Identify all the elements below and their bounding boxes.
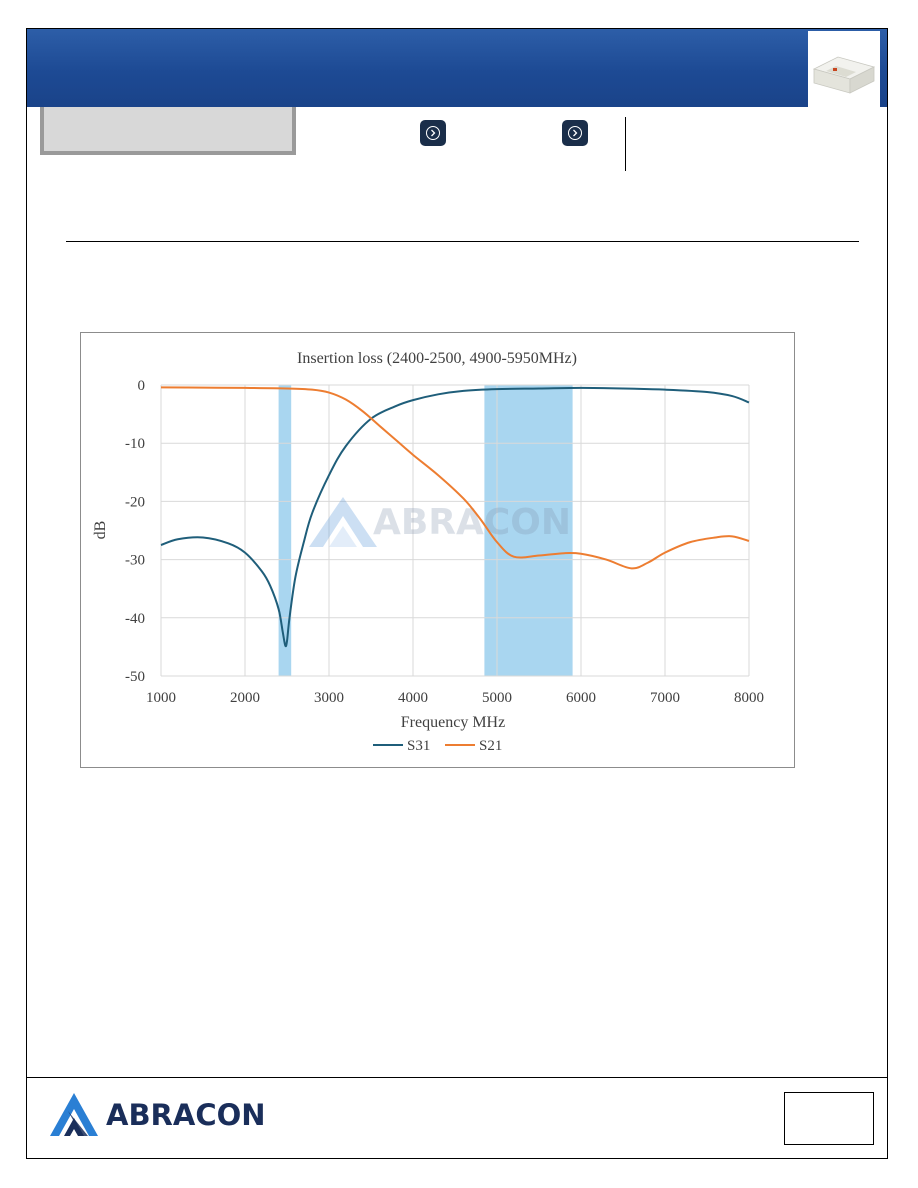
x-tick-label: 8000: [734, 690, 764, 706]
y-tick-label: -10: [125, 436, 145, 453]
chart-watermark: [309, 497, 571, 547]
x-tick-label: 3000: [314, 690, 344, 706]
legend-label-s21: S21: [479, 738, 503, 754]
footer-logo: [48, 1091, 278, 1139]
chart-title: Insertion loss (2400-2500, 4900-5950MHz): [297, 350, 577, 367]
header-divider: [625, 117, 626, 171]
chart-legend: [373, 738, 502, 754]
section-tab[interactable]: [40, 107, 296, 155]
product-image: [808, 31, 880, 107]
header-band: [27, 29, 887, 107]
abracon-logo-icon: [50, 1093, 98, 1136]
x-tick-label: 2000: [230, 690, 260, 706]
y-axis-label: dB: [92, 520, 109, 540]
chevron-right-circle-icon: [426, 126, 440, 140]
y-tick-label: -40: [125, 610, 145, 627]
y-tick-label: -30: [125, 552, 145, 569]
y-tick-label: 0: [137, 378, 145, 394]
x-tick-label: 7000: [650, 690, 680, 706]
x-tick-label: 6000: [566, 690, 596, 706]
y-tick-label: -50: [125, 669, 145, 685]
x-tick-label: 4000: [398, 690, 428, 706]
page-number-box: [784, 1092, 874, 1145]
nav-button-2[interactable]: [562, 120, 588, 146]
smd-component-icon: [808, 31, 880, 107]
nav-button-1[interactable]: [420, 120, 446, 146]
x-tick-label: 5000: [482, 690, 512, 706]
x-tick-label: 1000: [146, 690, 176, 706]
section-rule: [66, 241, 859, 242]
insertion-loss-chart: [81, 333, 794, 767]
brand-logo-text: ABRACON: [106, 1098, 266, 1132]
svg-text:ABRACON: ABRACON: [373, 502, 572, 543]
chevron-right-circle-icon: [568, 126, 582, 140]
x-axis-label: Frequency MHz: [400, 714, 506, 731]
footer-rule: [27, 1077, 887, 1078]
chart-container: [80, 332, 795, 768]
legend-label-s31: S31: [407, 738, 431, 754]
highlight-band-1: [279, 385, 292, 676]
y-tick-label: -20: [125, 494, 145, 511]
